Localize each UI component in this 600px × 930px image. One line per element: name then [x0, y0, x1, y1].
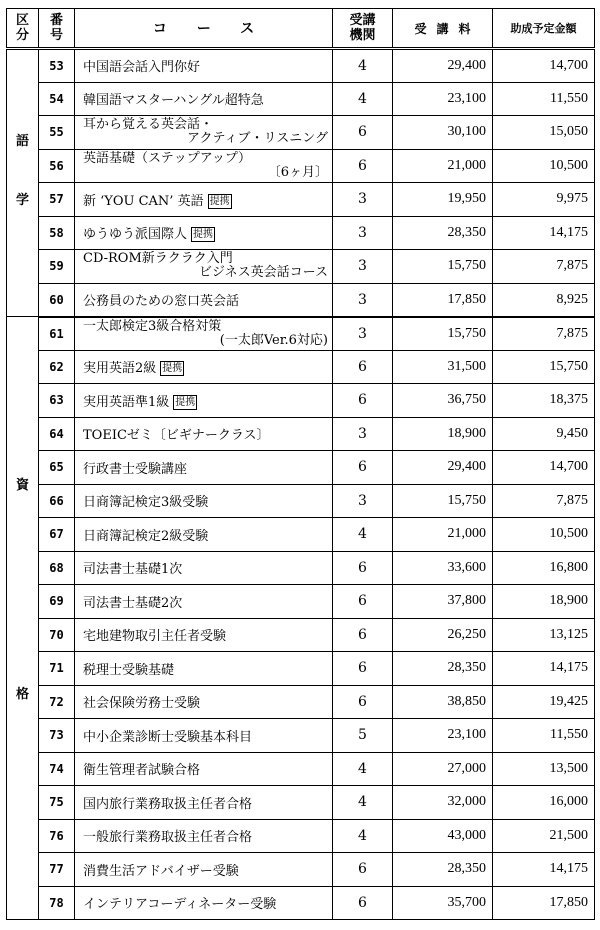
cell-institutions: 6: [333, 585, 393, 619]
cell-number: 77: [39, 853, 75, 887]
header-number: [39, 9, 75, 49]
cell-institutions: 3: [333, 317, 393, 351]
table-row: [7, 786, 595, 820]
cell-fee: 29,400: [393, 451, 493, 485]
cell-course: [75, 317, 333, 351]
cell-number: 59: [39, 250, 75, 284]
course-name-line-1: 英語基礎（ステップアップ）: [83, 150, 251, 166]
cell-course: [75, 618, 333, 652]
header-institutions-line-2: 機関: [349, 28, 376, 43]
cell-course: [75, 350, 333, 384]
cell-subsidy: 10,500: [493, 149, 595, 183]
course-name: 消費生活アドバイザー受験: [83, 863, 239, 879]
cell-subsidy: 19,425: [493, 685, 595, 719]
course-name-line-2: 〔6ヶ月〕: [267, 164, 328, 180]
cell-subsidy: 8,925: [493, 283, 595, 317]
cell-course: [75, 484, 333, 518]
cell-institutions: 6: [333, 685, 393, 719]
course-name: 韓国語マスターハングル超特急: [83, 93, 264, 109]
course-name-line-2: アクティブ・リスニング: [186, 131, 328, 147]
table-row: [7, 551, 595, 585]
cell-fee: 29,400: [393, 49, 493, 83]
cell-institutions: 3: [333, 417, 393, 451]
cell-subsidy: 13,500: [493, 752, 595, 786]
cell-number: 58: [39, 216, 75, 250]
table-row: [7, 886, 595, 920]
course-name-line-2: ビジネス英会話コース: [199, 265, 328, 281]
cell-subsidy: 14,175: [493, 652, 595, 686]
cell-subsidy: 21,500: [493, 819, 595, 853]
course-name: TOEICゼミ〔ビギナークラス〕: [83, 428, 270, 444]
cell-number: 78: [39, 886, 75, 920]
cell-institutions: 6: [333, 451, 393, 485]
cell-subsidy: 14,175: [493, 853, 595, 887]
cell-course: [75, 786, 333, 820]
course-name: インテリアコーディネーター受験: [83, 897, 277, 913]
cell-subsidy: 7,875: [493, 484, 595, 518]
course-name: 一般旅行業務取扱主任者合格: [83, 830, 253, 846]
category-language-char-2: 学: [15, 193, 29, 208]
course-name: ゆうゆう派国際人: [83, 227, 188, 243]
cell-fee: 32,000: [393, 786, 493, 820]
cell-number: 56: [39, 149, 75, 183]
course-name: 中小企業診断士受験基本科目: [83, 729, 253, 745]
category-language: [7, 49, 39, 317]
cell-number: 69: [39, 585, 75, 619]
header-institutions: [333, 9, 393, 49]
cell-institutions: 6: [333, 618, 393, 652]
cell-subsidy: 14,700: [493, 49, 595, 83]
cell-institutions: 3: [333, 250, 393, 284]
cell-fee: 31,500: [393, 350, 493, 384]
cell-number: 55: [39, 116, 75, 150]
cell-course: [75, 819, 333, 853]
cell-subsidy: 18,375: [493, 384, 595, 418]
cell-fee: 15,750: [393, 250, 493, 284]
cell-number: 65: [39, 451, 75, 485]
course-name-line-1: CD-ROM新ラクラク入門: [83, 251, 233, 267]
cell-number: 57: [39, 183, 75, 217]
header-number-line-2: 号: [49, 28, 63, 43]
cell-institutions: 4: [333, 518, 393, 552]
table-row: [7, 618, 595, 652]
cell-course: [75, 719, 333, 753]
table-row: [7, 183, 595, 217]
course-name: 日商簿記検定3級受験: [83, 495, 209, 511]
course-name: 新 ‘YOU CAN’ 英語: [83, 193, 204, 209]
cell-fee: 28,350: [393, 652, 493, 686]
partnership-badge: 提携: [162, 363, 183, 375]
cell-fee: 35,700: [393, 886, 493, 920]
cell-fee: 21,000: [393, 149, 493, 183]
cell-institutions: 3: [333, 216, 393, 250]
course-name: 日商簿記検定2級受験: [83, 528, 209, 544]
cell-fee: 38,850: [393, 685, 493, 719]
cell-fee: 27,000: [393, 752, 493, 786]
cell-course: [75, 216, 333, 250]
cell-fee: 15,750: [393, 484, 493, 518]
partnership-badge: 提携: [175, 396, 196, 408]
cell-fee: 17,850: [393, 283, 493, 317]
cell-number: 64: [39, 417, 75, 451]
table-row: [7, 484, 595, 518]
cell-fee: 19,950: [393, 183, 493, 217]
header-number-line-1: 番: [49, 13, 63, 28]
cell-fee: 28,350: [393, 853, 493, 887]
cell-institutions: 6: [333, 149, 393, 183]
cell-subsidy: 15,750: [493, 350, 595, 384]
cell-subsidy: 16,800: [493, 551, 595, 585]
category-language-char-1: 語: [15, 134, 29, 149]
header-course: コース: [75, 9, 333, 49]
table-row: [7, 585, 595, 619]
cell-fee: 18,900: [393, 417, 493, 451]
cell-course: [75, 116, 333, 150]
cell-subsidy: 14,175: [493, 216, 595, 250]
cell-fee: 33,600: [393, 551, 493, 585]
cell-fee: 43,000: [393, 819, 493, 853]
cell-subsidy: 9,975: [493, 183, 595, 217]
cell-course: [75, 183, 333, 217]
course-name-line-2: (一太郎Ver.6対応): [219, 332, 328, 348]
course-name: 公務員のための窓口英会話: [83, 294, 240, 309]
cell-course: [75, 250, 333, 284]
course-name: 実用英語準1級: [83, 394, 170, 410]
cell-course: [75, 518, 333, 552]
table-row: [7, 417, 595, 451]
cell-number: 53: [39, 49, 75, 83]
cell-institutions: 4: [333, 82, 393, 116]
cell-institutions: 3: [333, 283, 393, 317]
cell-number: 63: [39, 384, 75, 418]
cell-course: [75, 384, 333, 418]
header-subsidy: 助成予定金額: [493, 9, 595, 49]
header-institutions-line-1: 受講: [349, 13, 376, 28]
cell-subsidy: 11,550: [493, 82, 595, 116]
course-name: 実用英語2級: [83, 361, 157, 377]
cell-course: [75, 149, 333, 183]
cell-subsidy: 7,875: [493, 317, 595, 351]
cell-fee: 21,000: [393, 518, 493, 552]
cell-course: [75, 652, 333, 686]
cell-institutions: 6: [333, 551, 393, 585]
cell-fee: 26,250: [393, 618, 493, 652]
cell-subsidy: 15,050: [493, 116, 595, 150]
cell-institutions: 4: [333, 819, 393, 853]
course-name: 社会保険労務士受験: [83, 696, 201, 712]
course-name-line-1: 一太郎検定3級合格対策: [83, 318, 222, 334]
course-name: 国内旅行業務取扱主任者合格: [83, 796, 253, 812]
table-row: [7, 283, 595, 317]
cell-institutions: 6: [333, 350, 393, 384]
cell-number: 67: [39, 518, 75, 552]
table-row: [7, 49, 595, 83]
course-name: 税理士受験基礎: [83, 662, 175, 678]
cell-course: [75, 585, 333, 619]
cell-fee: 23,100: [393, 82, 493, 116]
cell-course: [75, 551, 333, 585]
header-row: [7, 9, 595, 49]
course-table: [6, 8, 595, 920]
cell-course: [75, 451, 333, 485]
table-row: [7, 652, 595, 686]
cell-course: [75, 82, 333, 116]
cell-subsidy: 9,450: [493, 417, 595, 451]
table-row: [7, 116, 595, 150]
table-row: [7, 685, 595, 719]
table-body: [7, 49, 595, 920]
cell-institutions: 5: [333, 719, 393, 753]
course-name: 司法書士基礎2次: [83, 595, 183, 611]
table-row: [7, 216, 595, 250]
partnership-badge: 提携: [209, 195, 230, 207]
cell-subsidy: 11,550: [493, 719, 595, 753]
cell-course: [75, 853, 333, 887]
cell-subsidy: 10,500: [493, 518, 595, 552]
table-row: [7, 384, 595, 418]
table-row: [7, 451, 595, 485]
cell-number: 76: [39, 819, 75, 853]
course-name-line-1: 耳から覚える英会話・: [83, 117, 214, 133]
table-row: [7, 518, 595, 552]
cell-subsidy: 7,875: [493, 250, 595, 284]
cell-course: [75, 752, 333, 786]
cell-number: 60: [39, 283, 75, 317]
table-row: [7, 752, 595, 786]
cell-number: 70: [39, 618, 75, 652]
partnership-badge: 提携: [193, 229, 214, 241]
cell-number: 54: [39, 82, 75, 116]
course-name: 中国語会話入門你好: [83, 60, 201, 76]
course-name: 司法書士基礎1次: [83, 562, 183, 578]
table-row: [7, 719, 595, 753]
cell-institutions: 6: [333, 652, 393, 686]
cell-number: 75: [39, 786, 75, 820]
header-category-line-1: 区: [15, 13, 29, 28]
cell-fee: 37,800: [393, 585, 493, 619]
table-row: [7, 853, 595, 887]
cell-fee: 36,750: [393, 384, 493, 418]
cell-fee: 15,750: [393, 317, 493, 351]
table-row: [7, 250, 595, 284]
cell-institutions: 6: [333, 853, 393, 887]
course-name: 行政書士受験講座: [83, 461, 188, 477]
cell-institutions: 4: [333, 786, 393, 820]
category-qualification: [7, 317, 39, 920]
cell-institutions: 6: [333, 116, 393, 150]
course-table-container: [6, 8, 595, 920]
table-row: [7, 350, 595, 384]
cell-number: 74: [39, 752, 75, 786]
category-qualification-char-1: 資: [15, 478, 29, 493]
cell-course: [75, 49, 333, 83]
cell-course: [75, 417, 333, 451]
table-row: [7, 82, 595, 116]
header-category: [7, 9, 39, 49]
header-fee: 受講料: [393, 9, 493, 49]
cell-course: [75, 283, 333, 317]
cell-fee: 28,350: [393, 216, 493, 250]
cell-institutions: 6: [333, 384, 393, 418]
table-row: [7, 819, 595, 853]
cell-course: [75, 886, 333, 920]
cell-number: 72: [39, 685, 75, 719]
category-qualification-char-2: 格: [15, 687, 29, 702]
cell-subsidy: 13,125: [493, 618, 595, 652]
cell-number: 68: [39, 551, 75, 585]
cell-fee: 23,100: [393, 719, 493, 753]
table-row: [7, 149, 595, 183]
cell-institutions: 4: [333, 752, 393, 786]
cell-number: 62: [39, 350, 75, 384]
cell-subsidy: 18,900: [493, 585, 595, 619]
table-row: [7, 317, 595, 351]
cell-subsidy: 17,850: [493, 886, 595, 920]
cell-subsidy: 14,700: [493, 451, 595, 485]
header-category-line-2: 分: [15, 28, 29, 43]
course-name: 衛生管理者試験合格: [83, 763, 201, 779]
cell-subsidy: 16,000: [493, 786, 595, 820]
cell-number: 73: [39, 719, 75, 753]
cell-number: 66: [39, 484, 75, 518]
cell-fee: 30,100: [393, 116, 493, 150]
cell-institutions: 4: [333, 49, 393, 83]
cell-course: [75, 685, 333, 719]
cell-institutions: 3: [333, 183, 393, 217]
cell-number: 61: [39, 317, 75, 351]
cell-institutions: 6: [333, 886, 393, 920]
cell-number: 71: [39, 652, 75, 686]
course-name: 宅地建物取引主任者受験: [83, 629, 227, 645]
cell-institutions: 3: [333, 484, 393, 518]
